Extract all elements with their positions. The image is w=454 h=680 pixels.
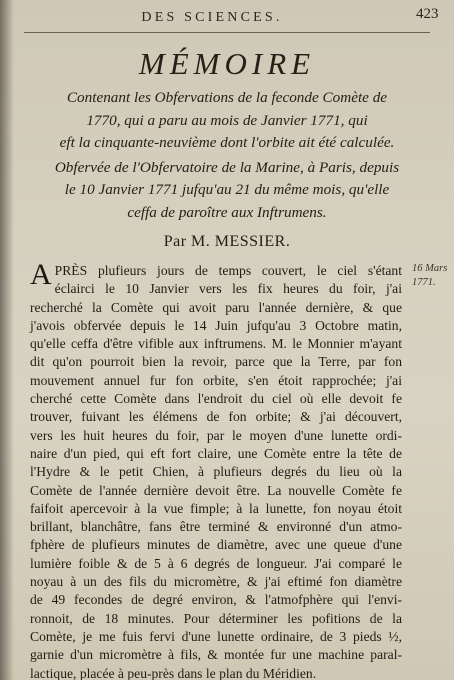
subtitle	[18, 87, 436, 155]
margin-note-line: 16 Mars	[412, 263, 448, 274]
page-gutter-shadow	[0, 0, 14, 680]
text-line-content: PRÈS plufieurs jours de temps couvert, le ciel s'étant	[54, 263, 402, 278]
text-line: faifoit apercevoir à la vue fimple; à la lunette, fon noyau étoit	[30, 500, 402, 516]
text-line: naire d'un pied, qui eft fort claire, une Comète entre la tête de	[30, 445, 402, 461]
margin-note-line: 1771.	[412, 277, 436, 288]
text-line: lactique, placée à peu-près dans le plan du Méridien.	[30, 665, 317, 680]
text-line: l'Hydre & le petit Chien, à plufieurs degrés du lieu où la	[30, 464, 402, 480]
subtitle-line: eft la cinquante-neuvième dont l'orbite ait été calculée.	[59, 134, 395, 151]
page-number: 423	[416, 6, 439, 22]
text-line: garnie d'un micromètre à fils, & montée fur une machine paral-	[30, 647, 402, 663]
observation-title	[18, 157, 436, 225]
text-line: mouvement annuel fur fon orbite, s'en étoit rapprochée; j'ai	[30, 372, 402, 388]
observation-line: le 10 Janvier 1771 jufqu'au 21 du même mois, qu'elle	[64, 181, 390, 198]
drop-cap: A	[30, 258, 52, 291]
observation-line: ceffa de paroître aux Inftrumens.	[127, 203, 327, 221]
text-line: vers les huit heures du foir, par le moyen d'une lunette ordi-	[30, 427, 402, 443]
margin-note	[412, 262, 454, 290]
text-line: qu'elle ceffa d'être vifible aux inftrumens. M. le Monnier m'ayant	[30, 336, 402, 352]
text-line: de 49 fecondes de degré environ, & l'atmofphère qui l'envi-	[30, 592, 402, 608]
page-header	[0, 4, 454, 26]
text-line: ronnoit, de 18 minutes. Pour déterminer les pofitions de la	[30, 610, 402, 626]
body-text	[30, 258, 402, 680]
running-head: DES SCIENCES.	[141, 10, 283, 25]
text-line: cherché cette Comète dans l'endroit du ciel où elle devoit fe	[30, 391, 402, 407]
text-line: lumière foible & de 5 à 6 degrés de longueur. J'ai comparé le	[30, 555, 402, 571]
text-line: Comète, je me fuis fervi d'une lunette ordinaire, de 3 pieds ½,	[30, 628, 402, 644]
text-line: brillant, blanchâtre, fans être terminé & environné d'un atmo-	[30, 519, 402, 535]
text-line: trouver, fuivant les élémens de fon orbite; & j'ai découvert,	[30, 409, 402, 425]
text-line: dit qu'on pourroit bien la revoir, parce que la Terre, par fon	[30, 354, 402, 370]
text-line: Comète de l'année dernière devoit être. La nouvelle Comète fe	[30, 482, 402, 498]
author-line: Par M. MESSIER.	[163, 233, 291, 250]
subtitle-line: 1770, qui a paru au mois de Janvier 1771, qui	[86, 111, 368, 129]
observation-line: Obfervée de l'Obfervatoire de la Marine, à Paris, depuis	[54, 158, 400, 176]
text-line: noyau à un des fils du micromètre, & j'ai eftimé fon diamètre	[30, 574, 402, 590]
text-line: j'avois obfervée depuis le 14 Juin jufqu'au 3 Octobre matin,	[30, 317, 402, 333]
text-line: recherché la Comète qui avoit paru l'année dernière, & que	[30, 299, 402, 315]
title-block	[18, 47, 436, 224]
header-rule	[24, 32, 430, 33]
text-line: éclairci le 10 Janvier vers les fix heures du foir, j'ai	[54, 281, 402, 297]
text-line: fphère de plufieurs minutes de diamètre, avec une queue d'une	[30, 537, 402, 553]
subtitle-line: Contenant les Obfervations de la feconde Comète de	[66, 89, 388, 106]
memoire-title: MÉMOIRE	[138, 46, 316, 81]
